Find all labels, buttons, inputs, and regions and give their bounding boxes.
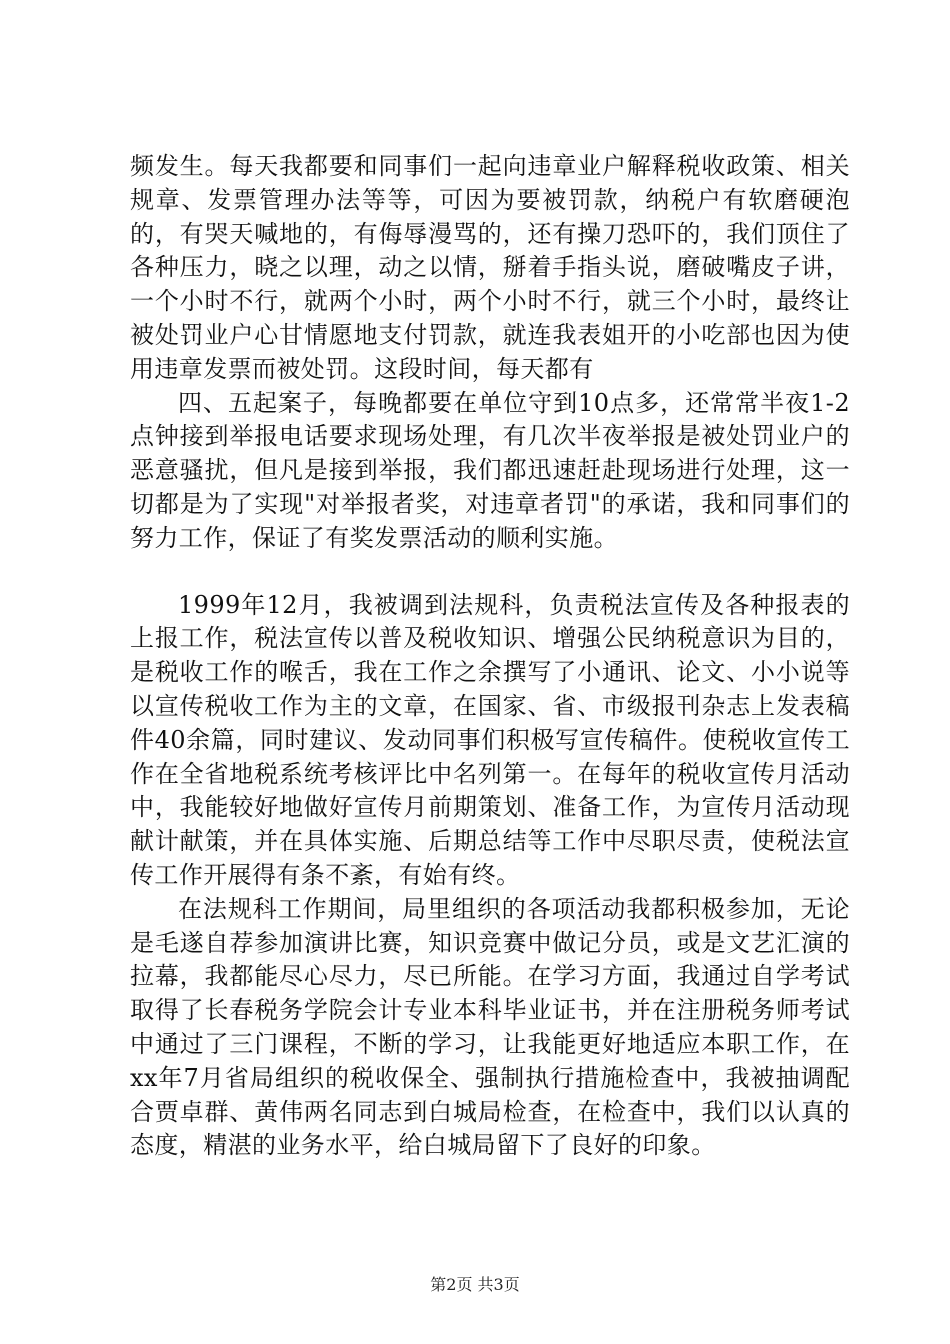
document-body <box>130 150 850 1163</box>
paragraph-regulations-department: 1999年12月，我被调到法规科，负责税法宣传及各种报表的上报工作，税法宣传以普及税收知识、增强公民纳税意识为目的，是税收工作的喉舌，我在工作之余撰写了小通讯、论文、小小说等以宣传税收工作为主的文章，在国家、省、市级报刊杂志上发表稿件40余篇，同时建议、发动同事们积极写宣传稿件。使税收宣传工作在全省地税系统考核评比中名列第一。在每年的税收宣传月活动中，我能较好地做好宣传月前期策划、准备工作，为宣传月活动现献计献策，并在具体实施、后期总结等工作中尽职尽责，使税法宣传工作开展得有条不紊，有始有终。 <box>130 590 850 889</box>
paragraph-activities-and-study: 在法规科工作期间，局里组织的各项活动我都积极参加，无论是毛遂自荐参加演讲比赛，知识竞赛中做记分员，或是文艺汇演的拉幕，我都能尽心尽力，尽已所能。在学习方面，我通过自学考试取得了长春税务学院会计专业本科毕业证书，并在注册税务师考试中通过了三门课程，不断的学习，让我能更好地适应本职工作，在xx年7月省局组织的税收保全、强制执行措施检查中，我被抽调配合贾卓群、黄伟两名同志到白城局检查，在检查中，我们以认真的态度，精湛的业务水平，给白城局留下了良好的印象。 <box>130 894 850 1160</box>
paragraph-reporting-cases: 四、五起案子，每晚都要在单位守到10点多，还常常半夜1-2点钟接到举报电话要求现场处理，有几次半夜举报是被处罚业户的恶意骚扰，但凡是接到举报，我们都迅速赶赴现场进行处理，这一切都是为了实现"对举报者奖，对违章者罚"的承诺，我和同事们的努力工作，保证了有奖发票活动的顺利实施。 <box>130 388 850 552</box>
page-footer <box>0 1274 950 1296</box>
paragraph-continuation: 频发生。每天我都要和同事们一起向违章业户解释税收政策、相关规章、发票管理办法等等，可因为要被罚款，纳税户有软磨硬泡的，有哭天喊地的，有侮辱漫骂的，还有操刀恐吓的，我们顶住了各种压力，晓之以理，动之以情，掰着手指头说，磨破嘴皮子讲，一个小时不行，就两个小时，两个小时不行，就三个小时，最终让被处罚业户心甘情愿地支付罚款，就连我表姐开的小吃部也因为使用违章发票而被处罚。这段时间，每天都有 <box>130 152 850 383</box>
page-number-label: 第2页 共3页 <box>430 1275 520 1294</box>
